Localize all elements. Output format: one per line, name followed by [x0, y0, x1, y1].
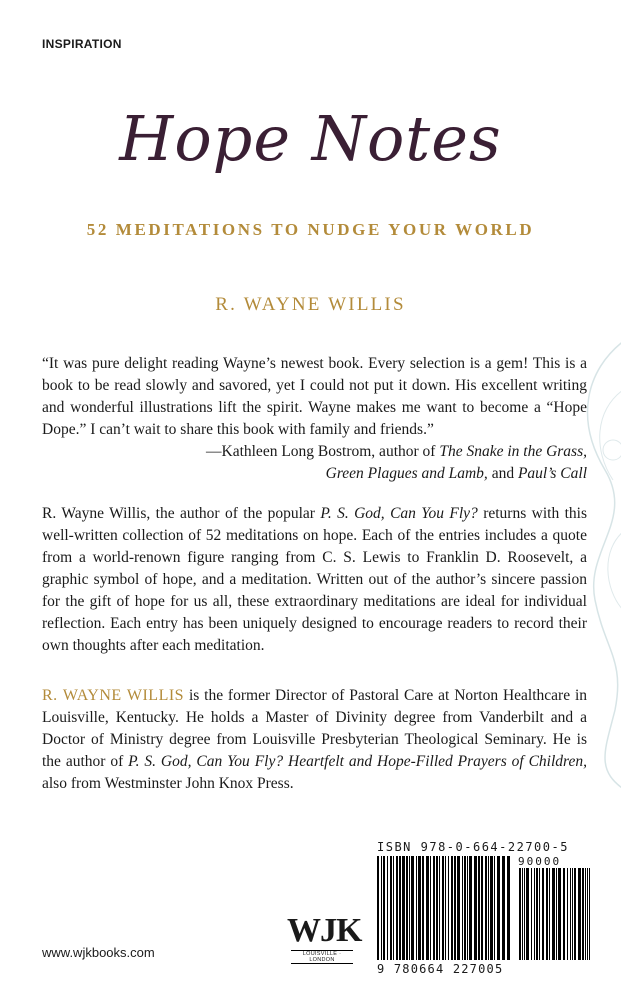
website-url: www.wjkbooks.com	[42, 945, 155, 960]
attribution-and: and	[487, 465, 518, 482]
endorsement-attribution	[42, 441, 587, 485]
book-description	[42, 503, 587, 657]
barcode-number: 9 780664 227005	[377, 962, 504, 976]
book-ref-paul: Paul’s Call	[517, 465, 587, 482]
price-code: 90000	[518, 855, 562, 868]
bio-part2: also from Westminster John Knox Press.	[42, 775, 294, 792]
publisher-logo-mark: WJK	[287, 912, 362, 949]
publisher-logo-sub: LOUISVILLE · LONDON	[291, 950, 353, 964]
description-part1: R. Wayne Willis, the author of the popular	[42, 505, 321, 522]
book-ref-snake: The Snake in the Grass,	[439, 443, 587, 460]
isbn-text: ISBN 978-0-664-22700-5	[377, 840, 569, 854]
description-book: P. S. God, Can You Fly?	[320, 505, 478, 522]
category-label: INSPIRATION	[42, 37, 122, 51]
barcode-block	[377, 840, 592, 975]
author-name: R. WAYNE WILLIS	[215, 294, 406, 315]
book-ref-plagues: Green Plagues and Lamb,	[325, 465, 488, 482]
barcode-bars	[377, 856, 592, 962]
author-bio	[42, 685, 587, 795]
book-title: Hope Notes	[119, 102, 502, 175]
description-part2: returns with this well-written collection of 52 meditations on hope. Each of the entries includes a quote from a world-renown figure ranging from C. S. Lewis to Franklin D. Roosevelt, a graphic symbol of hope, and a meditation. Written out of the author’s sincere passion for the gift of hope for us all, these extraordinary meditations are ideal for individual reflection. Each entry has been uniquely designed to encourage readers to record their own thoughts after each meditation.	[42, 505, 587, 654]
bio-part1: is the former Director of Pastoral Care at Norton Healthcare in Louisville, Kentucky. He holds a Master of Divinity degree from Vanderbilt and a Doctor of Ministry degree from Louisville Presbyterian Theological Seminary. He is the author of	[42, 687, 588, 770]
book-subtitle: 52 MEDITATIONS TO NUDGE YOUR WORLD	[86, 220, 535, 239]
bio-books: P. S. God, Can You Fly? Heartfelt and Hope-Filled Prayers of Children,	[128, 753, 587, 770]
bio-author-name: R. WAYNE WILLIS	[42, 687, 185, 704]
endorsement-quote: “It was pure delight reading Wayne’s newest book. Every selection is a gem! This is a book to be read slowly and savored, yet I could not put it down. His excellent writing and wonderful illustrations lift the spirit. Wayne makes me want to become a “Hope Dope.” I can’t wait to share this book with family and friends.”	[42, 355, 587, 438]
decorative-ornament	[565, 330, 621, 790]
attribution-prefix: —Kathleen Long Bostrom, author of	[206, 443, 440, 460]
publisher-logo	[287, 912, 362, 966]
